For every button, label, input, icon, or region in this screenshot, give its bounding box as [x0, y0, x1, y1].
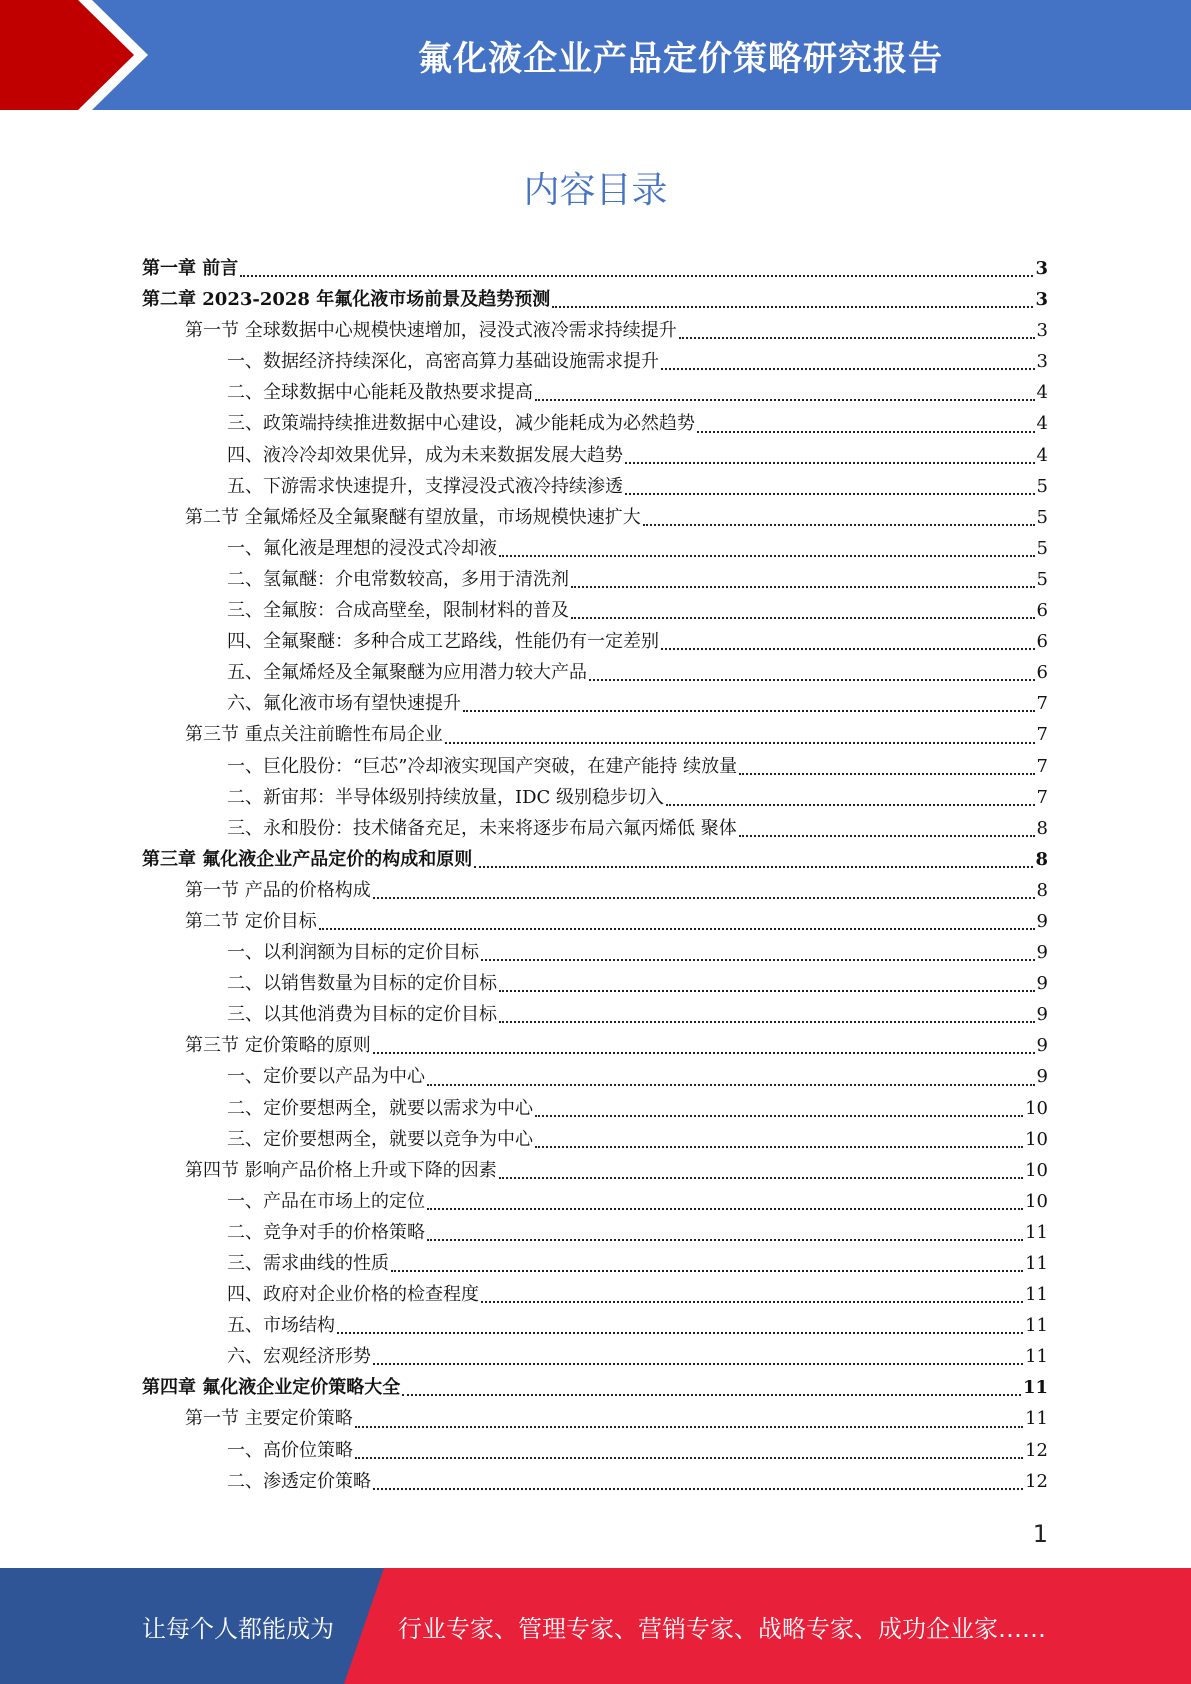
toc-entry-title: 一、产品在市场上的定位 [227, 1190, 425, 1212]
toc-entry[interactable] [142, 1156, 1048, 1187]
toc-entry[interactable] [142, 534, 1048, 565]
toc-entry-page: 3 [1035, 289, 1048, 311]
toc-entry-title: 二、新宙邦：半导体级别持续放量，IDC 级别稳步切入 [227, 786, 665, 808]
toc-entry-title: 四、政府对企业价格的检查程度 [227, 1284, 479, 1306]
toc-entry-title: 第二节 全氟烯烃及全氟聚醚有望放量，市场规模快速扩大 [185, 506, 641, 528]
toc-entry-page: 4 [1036, 382, 1048, 404]
toc-leader-dots [739, 834, 1035, 837]
toc-entry-title: 三、政策端持续推进数据中心建设，减少能耗成为必然趋势 [227, 413, 695, 435]
toc-entry-page: 4 [1036, 444, 1048, 466]
toc-entry[interactable] [142, 658, 1048, 689]
toc-leader-dots [427, 1207, 1023, 1210]
toc-leader-dots [571, 585, 1035, 588]
page-number: 1 [1032, 1520, 1048, 1548]
toc-leader-dots [739, 772, 1034, 775]
toc-leader-dots [481, 958, 1035, 961]
toc-entry[interactable] [142, 441, 1048, 472]
toc-entry-title: 三、全氟胺：合成高壁垒，限制材料的普及 [227, 600, 569, 622]
footer-slogan-right: 行业专家、管理专家、营销专家、战略专家、成功企业家…… [398, 1614, 1046, 1643]
toc-leader-dots [535, 1145, 1023, 1148]
toc-leader-dots [625, 492, 1035, 495]
toc-leader-dots [355, 1456, 1023, 1459]
toc-leader-dots [337, 1331, 1023, 1334]
toc-entry-title: 一、定价要以产品为中心 [227, 1066, 425, 1088]
toc-entry-page: 6 [1036, 600, 1048, 622]
toc-entry-page: 9 [1036, 1066, 1048, 1088]
toc-entry-page: 6 [1036, 662, 1048, 684]
toc-entry-title: 一、巨化股份：“巨芯”冷却液实现国产突破，在建产能持 续放量 [227, 755, 738, 777]
toc-entry-page: 6 [1036, 631, 1048, 653]
toc-entry-title: 第四节 影响产品价格上升或下降的因素 [185, 1159, 497, 1181]
toc-entry[interactable] [142, 689, 1048, 720]
toc-entry[interactable] [142, 1404, 1048, 1435]
toc-entry-page: 8 [1036, 817, 1048, 839]
toc-entry-page: 11 [1025, 1284, 1048, 1306]
toc-leader-dots [373, 1362, 1023, 1365]
toc-entry-page: 10 [1025, 1190, 1048, 1212]
toc-entry[interactable] [142, 1311, 1048, 1342]
toc-entry[interactable] [142, 503, 1048, 534]
toc-leader-dots [679, 336, 1035, 339]
toc-entry-page: 9 [1036, 910, 1048, 932]
toc-leader-dots [697, 430, 1035, 433]
toc-entry-page: 10 [1025, 1159, 1048, 1181]
toc-leader-dots [355, 1425, 1023, 1428]
toc-leader-dots [499, 989, 1035, 992]
toc-entry[interactable] [142, 1436, 1048, 1467]
toc-leader-dots [535, 1114, 1023, 1117]
toc-leader-dots [240, 274, 1033, 277]
toc-entry[interactable] [142, 845, 1048, 876]
toc-entry-title: 一、高价位策略 [227, 1439, 353, 1461]
toc-entry-title: 五、下游需求快速提升，支撑浸没式液冷持续渗透 [227, 475, 623, 497]
footer-slogan-left: 让每个人都能成为 [142, 1614, 334, 1643]
toc-entry[interactable] [142, 752, 1048, 783]
toc-leader-dots [373, 896, 1035, 899]
toc-entry-title: 六、氟化液市场有望快速提升 [227, 693, 461, 715]
toc-leader-dots [319, 927, 1035, 930]
toc-entry[interactable] [142, 1467, 1048, 1498]
toc-entry-page: 5 [1036, 537, 1048, 559]
toc-leader-dots [499, 554, 1035, 557]
toc-entry-title: 第三节 重点关注前瞻性布局企业 [185, 724, 443, 746]
table-of-contents [142, 254, 1048, 1498]
toc-entry-title: 第四章 氟化液企业定价策略大全 [142, 1377, 401, 1399]
toc-entry-title: 一、以利润额为目标的定价目标 [227, 942, 479, 964]
toc-entry[interactable] [142, 1373, 1048, 1404]
toc-entry-page: 11 [1025, 1346, 1048, 1368]
toc-entry-title: 四、全氟聚醚：多种合成工艺路线，性能仍有一定差别 [227, 631, 659, 653]
toc-entry-page: 11 [1025, 1253, 1048, 1274]
toc-entry-page: 7 [1036, 693, 1048, 715]
toc-leader-dots [373, 1487, 1023, 1490]
toc-entry-title: 第三节 定价策略的原则 [185, 1035, 371, 1057]
toc-leader-dots [589, 678, 1035, 681]
toc-leader-dots [427, 1238, 1023, 1241]
toc-heading: 内容目录 [523, 170, 668, 211]
toc-entry[interactable] [142, 876, 1048, 907]
report-title: 氟化液企业产品定价策略研究报告 [418, 38, 943, 79]
toc-leader-dots [499, 1020, 1035, 1023]
toc-entry-title: 三、需求曲线的性质 [227, 1253, 389, 1274]
toc-entry-page: 12 [1025, 1470, 1048, 1492]
toc-entry-title: 五、市场结构 [227, 1315, 335, 1337]
toc-entry-page: 5 [1036, 568, 1048, 590]
toc-entry[interactable] [142, 720, 1048, 751]
toc-leader-dots [666, 803, 1035, 806]
toc-entry[interactable] [142, 316, 1048, 347]
toc-entry[interactable] [142, 907, 1048, 938]
toc-entry-page: 5 [1036, 475, 1048, 497]
toc-entry-title: 三、定价要想两全，就要以竞争为中心 [227, 1128, 533, 1150]
toc-entry-page: 12 [1025, 1439, 1048, 1461]
toc-entry-title: 二、渗透定价策略 [227, 1470, 371, 1492]
toc-leader-dots [661, 367, 1035, 370]
header-banner [0, 0, 1191, 110]
toc-entry-title: 二、全球数据中心能耗及散热要求提高 [227, 382, 533, 404]
toc-entry-page: 11 [1025, 1315, 1048, 1337]
toc-entry[interactable] [142, 814, 1048, 845]
toc-leader-dots [402, 1393, 1021, 1396]
toc-entry-page: 3 [1036, 320, 1048, 342]
toc-entry[interactable] [142, 1125, 1048, 1156]
toc-entry[interactable] [142, 409, 1048, 440]
toc-leader-dots [463, 709, 1035, 712]
toc-entry[interactable] [142, 1094, 1048, 1125]
toc-leader-dots [552, 305, 1033, 308]
toc-leader-dots [373, 1051, 1035, 1054]
toc-entry[interactable] [142, 783, 1048, 814]
toc-entry[interactable] [142, 1000, 1048, 1031]
toc-entry-page: 8 [1035, 848, 1048, 870]
toc-entry-title: 二、以销售数量为目标的定价目标 [227, 973, 497, 995]
toc-entry[interactable] [142, 378, 1048, 409]
toc-leader-dots [474, 865, 1033, 868]
toc-entry-title: 第一章 前言 [142, 258, 239, 279]
toc-leader-dots [643, 523, 1035, 526]
toc-entry-page: 7 [1036, 724, 1048, 746]
toc-entry-title: 五、全氟烯烃及全氟聚醚为应用潜力较大产品 [227, 662, 587, 684]
toc-entry-page: 11 [1025, 1408, 1048, 1430]
toc-entry-title: 第二章 2023-2028 年氟化液市场前景及趋势预测 [142, 289, 551, 311]
toc-entry-page: 5 [1036, 506, 1048, 528]
toc-entry-page: 10 [1025, 1097, 1048, 1119]
toc-entry-page: 3 [1036, 351, 1048, 373]
toc-entry[interactable] [142, 596, 1048, 627]
toc-entry[interactable] [142, 472, 1048, 503]
toc-entry[interactable] [142, 1342, 1048, 1373]
footer-banner [0, 1568, 1191, 1684]
toc-entry-title: 第一节 产品的价格构成 [185, 879, 371, 901]
toc-entry-title: 二、氢氟醚：介电常数较高，多用于清洗剂 [227, 568, 569, 590]
toc-entry[interactable] [142, 1218, 1048, 1249]
toc-entry-title: 第二节 定价目标 [185, 910, 317, 932]
toc-leader-dots [625, 461, 1035, 464]
toc-entry[interactable] [142, 347, 1048, 378]
toc-entry-page: 7 [1036, 755, 1048, 777]
toc-entry[interactable] [142, 938, 1048, 969]
toc-entry-title: 二、定价要想两全，就要以需求为中心 [227, 1097, 533, 1119]
toc-entry[interactable] [142, 1031, 1048, 1062]
toc-entry-page: 11 [1022, 1377, 1048, 1399]
toc-entry[interactable] [142, 285, 1048, 316]
toc-entry-title: 二、竞争对手的价格策略 [227, 1221, 425, 1243]
toc-entry-page: 7 [1036, 786, 1048, 808]
toc-entry[interactable] [142, 1249, 1048, 1280]
toc-entry-title: 六、宏观经济形势 [227, 1346, 371, 1368]
toc-entry-title: 四、液冷冷却效果优异，成为未来数据发展大趋势 [227, 444, 623, 466]
toc-leader-dots [481, 1300, 1023, 1303]
toc-entry[interactable] [142, 627, 1048, 658]
toc-leader-dots [499, 1176, 1023, 1179]
toc-leader-dots [427, 1083, 1035, 1086]
toc-entry[interactable] [142, 1187, 1048, 1218]
toc-entry-page: 9 [1036, 1004, 1048, 1026]
toc-entry[interactable] [142, 969, 1048, 1000]
toc-entry-page: 10 [1025, 1128, 1048, 1150]
toc-entry-title: 三、永和股份：技术储备充足，未来将逐步布局六氟丙烯低 聚体 [227, 817, 737, 839]
toc-entry-page: 9 [1036, 1035, 1048, 1057]
toc-leader-dots [535, 398, 1035, 401]
toc-entry[interactable] [142, 1280, 1048, 1311]
toc-entry-title: 第一节 主要定价策略 [185, 1408, 353, 1430]
toc-entry-page: 9 [1036, 973, 1048, 995]
toc-entry[interactable] [142, 1062, 1048, 1093]
toc-entry[interactable] [142, 254, 1048, 285]
toc-entry-title: 第三章 氟化液企业产品定价的构成和原则 [142, 848, 473, 870]
toc-entry-title: 一、氟化液是理想的浸没式冷却液 [227, 537, 497, 559]
toc-entry-page: 9 [1036, 942, 1048, 964]
header-arrow-decoration [0, 0, 160, 110]
toc-entry-page: 4 [1036, 413, 1048, 435]
toc-entry-title: 一、数据经济持续深化，高密高算力基础设施需求提升 [227, 351, 659, 373]
toc-entry[interactable] [142, 565, 1048, 596]
toc-entry-page: 11 [1025, 1221, 1048, 1243]
toc-leader-dots [661, 647, 1035, 650]
toc-entry-title: 三、以其他消费为目标的定价目标 [227, 1004, 497, 1026]
toc-leader-dots [391, 1269, 1023, 1272]
toc-entry-page: 8 [1036, 879, 1048, 901]
toc-entry-page: 3 [1035, 258, 1048, 279]
toc-leader-dots [445, 741, 1035, 744]
toc-entry-title: 第一节 全球数据中心规模快速增加，浸没式液冷需求持续提升 [185, 320, 677, 342]
toc-leader-dots [571, 616, 1035, 619]
